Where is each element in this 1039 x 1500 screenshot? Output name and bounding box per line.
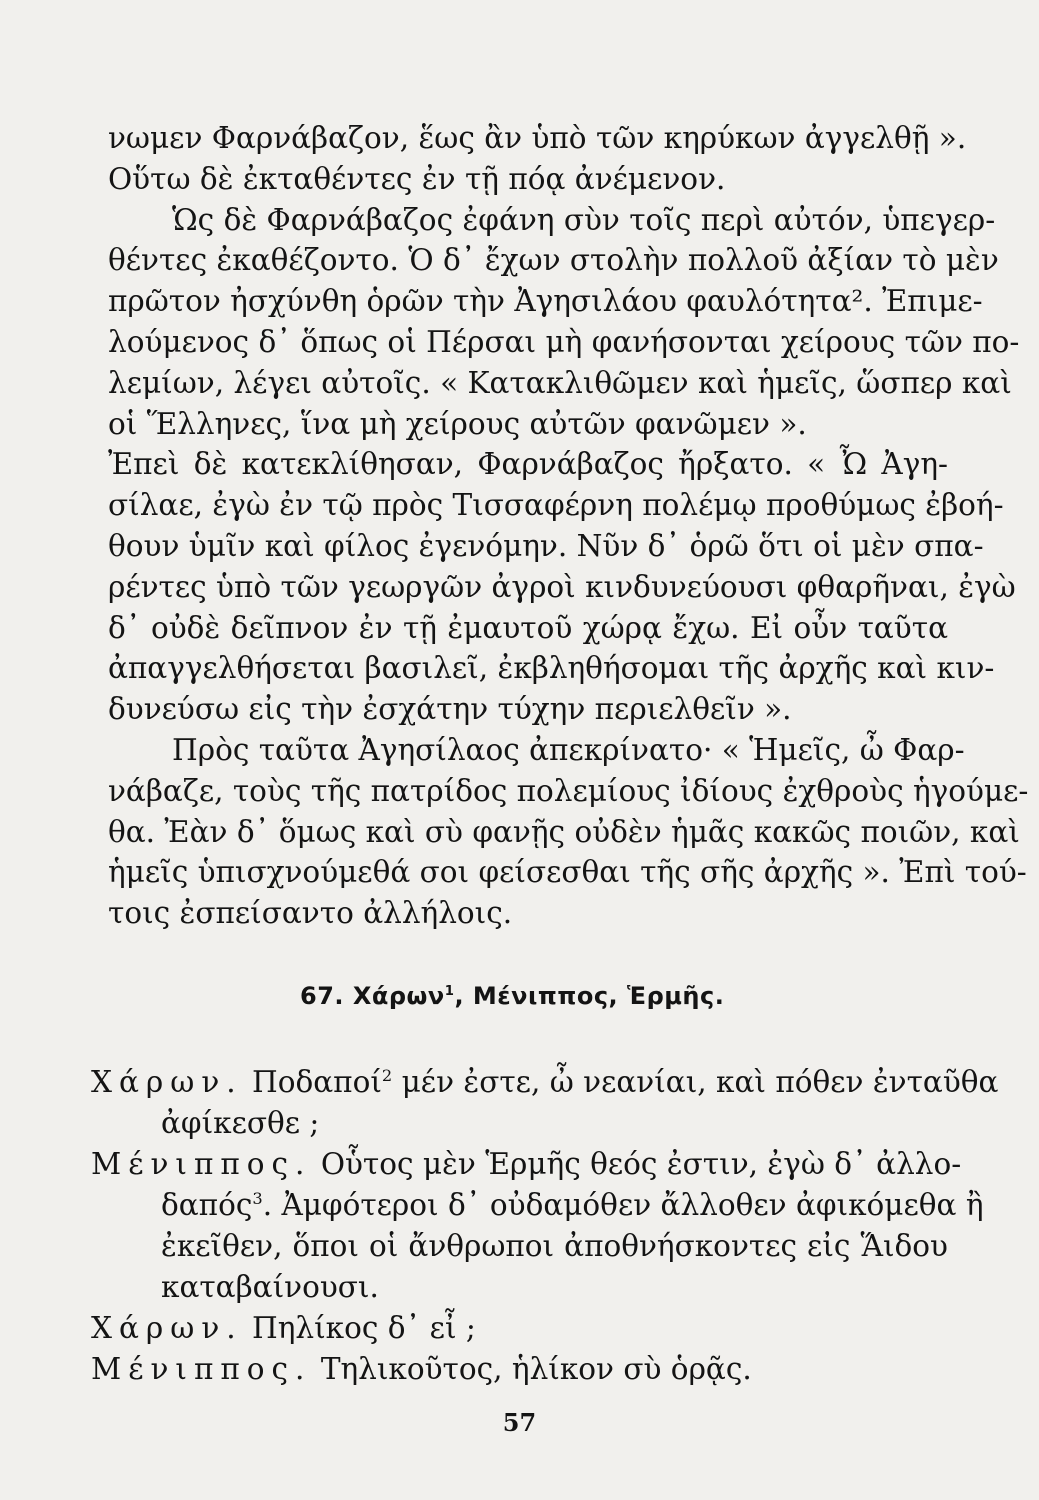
text-line: θα. Ἐὰν δ᾽ ὅμως καὶ σὺ φανῇς οὐδὲν ἡμᾶς κακῶς ποιῶν, καὶ [108,814,1020,849]
speech-text: δαπός [161,1188,253,1222]
speech-text: Πηλίκος δ᾽ εἶ ; [242,1311,476,1345]
footnote-marker: 2 [381,1066,393,1086]
text-line: νάβαζε, τοὺς τῆς πατρίδος πολεμίους ἰδίους ἐχθροὺς ἡγούμε- [108,773,1029,808]
footnote-marker: 1 [444,984,455,999]
dialogue-line: ἀφίκεσθε ; [161,1106,320,1140]
text-line: νωμεν Φαρνάβαζον, ἕως ἂν ὑπὸ τῶν κηρύκων ἀγγελθῇ ». [108,121,967,155]
speaker-name: Χάρων. [91,1065,243,1099]
passage-text [108,118,1029,934]
dialogue-line [91,1185,984,1226]
text-line: ρέντες ὑπὸ τῶν γεωργῶν ἀγροὶ κινδυνεύουσι φθαρῆναι, ἐγὼ [108,569,1016,604]
page-number: 57 [502,1408,537,1437]
footnote-marker: 3 [252,1189,263,1209]
section-title-end: , Μένιππος, Ἑρμῆς. [454,982,725,1010]
speech-text: μέν ἐστε, ὦ νεανίαι, καὶ πόθεν ἐνταῦθα [392,1065,999,1099]
dialogue-line [91,1308,948,1349]
speaker-name: Μένιππος. [91,1147,312,1181]
text-line: Πρὸς ταῦτα Ἀγησίλαος ἀπεκρίνατο· « Ἡμεῖς, ὦ Φαρ- [172,732,965,767]
text-line: σίλαε, ἐγὼ ἐν τῷ πρὸς Τισσαφέρνη πολέμῳ προθύμως ἐβοή- [108,488,1004,523]
speech-text: Οὗτος μὲν Ἑρμῆς θεός ἐστιν, ἐγὼ δ᾽ ἀλλο- [311,1147,962,1181]
speech-text: . Ἀμφότεροι δ᾽ οὐδαμόθεν ἄλλοθεν ἀφικόμεθα ἢ [262,1188,984,1222]
section-title-start: Χάρων [352,982,445,1010]
text-line: πρῶτον ἠσχύνθη ὁρῶν τὴν Ἀγησιλάου φαυλότητα². Ἐπιμε- [108,284,983,319]
dialogue-line [91,1144,962,1185]
text-line: ἡμεῖς ὑπισχνούμεθά σοι φείσεσθαι τῆς σῆς ἀρχῆς ». Ἐπὶ τού- [108,855,1027,890]
text-line: λεμίων, λέγει αὐτοῖς. « Κατακλιθῶμεν καὶ ἡμεῖς, ὥσπερ καὶ [108,365,1012,400]
text-line: Οὕτω δὲ ἐκταθέντες ἐν τῇ πόᾳ ἀνέμενον. [108,161,726,196]
dialogue-line [91,1349,948,1390]
text-line: δ᾽ οὐδὲ δεῖπνον ἐν τῇ ἐμαυτοῦ χώρᾳ ἔχω. Εἰ οὖν ταῦτα [108,610,948,645]
text-line: τοις ἐσπείσαντο ἀλλήλοις. [108,896,513,931]
section-heading [300,982,724,1010]
text-line: Ὡς δὲ Φαρνάβαζος ἐφάνη σὺν τοῖς περὶ αὐτόν, ὑπεγερ- [172,202,996,237]
text-line: Ἐπεὶ δὲ κατεκλίθησαν, Φαρνάβαζος ἤρξατο. « Ὦ Ἀγη- [108,447,948,482]
text-line: λούμενος δ᾽ ὅπως οἱ Πέρσαι μὴ φανήσονται χείρους τῶν πο- [108,324,1020,359]
speech-text: Τηλικοῦτος, ἡλίκον σὺ ὁρᾷς. [311,1352,752,1386]
dialogue-line [91,1062,999,1103]
dialogue-line: ἐκεῖθεν, ὅποι οἱ ἄνθρωποι ἀποθνήσκοντες εἰς Ἅιδου [161,1229,948,1263]
speaker-name: Μένιππος. [91,1352,312,1386]
speaker-name: Χάρων. [91,1311,243,1345]
text-line: θέντες ἐκαθέζοντο. Ὁ δ᾽ ἔχων στολὴν πολλοῦ ἀξίαν τὸ μὲν [108,243,999,278]
dialogue-line: καταβαίνουσι. [161,1270,379,1304]
dialogue [91,1062,999,1390]
text-line: δυνεύσω εἰς τὴν ἐσχάτην τύχην περιελθεῖν ». [108,692,792,727]
text-line: θουν ὑμῖν καὶ φίλος ἐγενόμην. Νῦν δ᾽ ὁρῶ ὅτι οἱ μὲν σπα- [108,528,984,563]
text-line: οἱ Ἕλληνες, ἵνα μὴ χείρους αὐτῶν φανῶμεν ». [108,406,807,441]
section-number: 67. [300,982,345,1010]
text-line: ἀπαγγελθήσεται βασιλεῖ, ἐκβληθήσομαι τῆς ἀρχῆς καὶ κιν- [108,651,995,686]
speech-text: Ποδαποί [242,1065,382,1099]
